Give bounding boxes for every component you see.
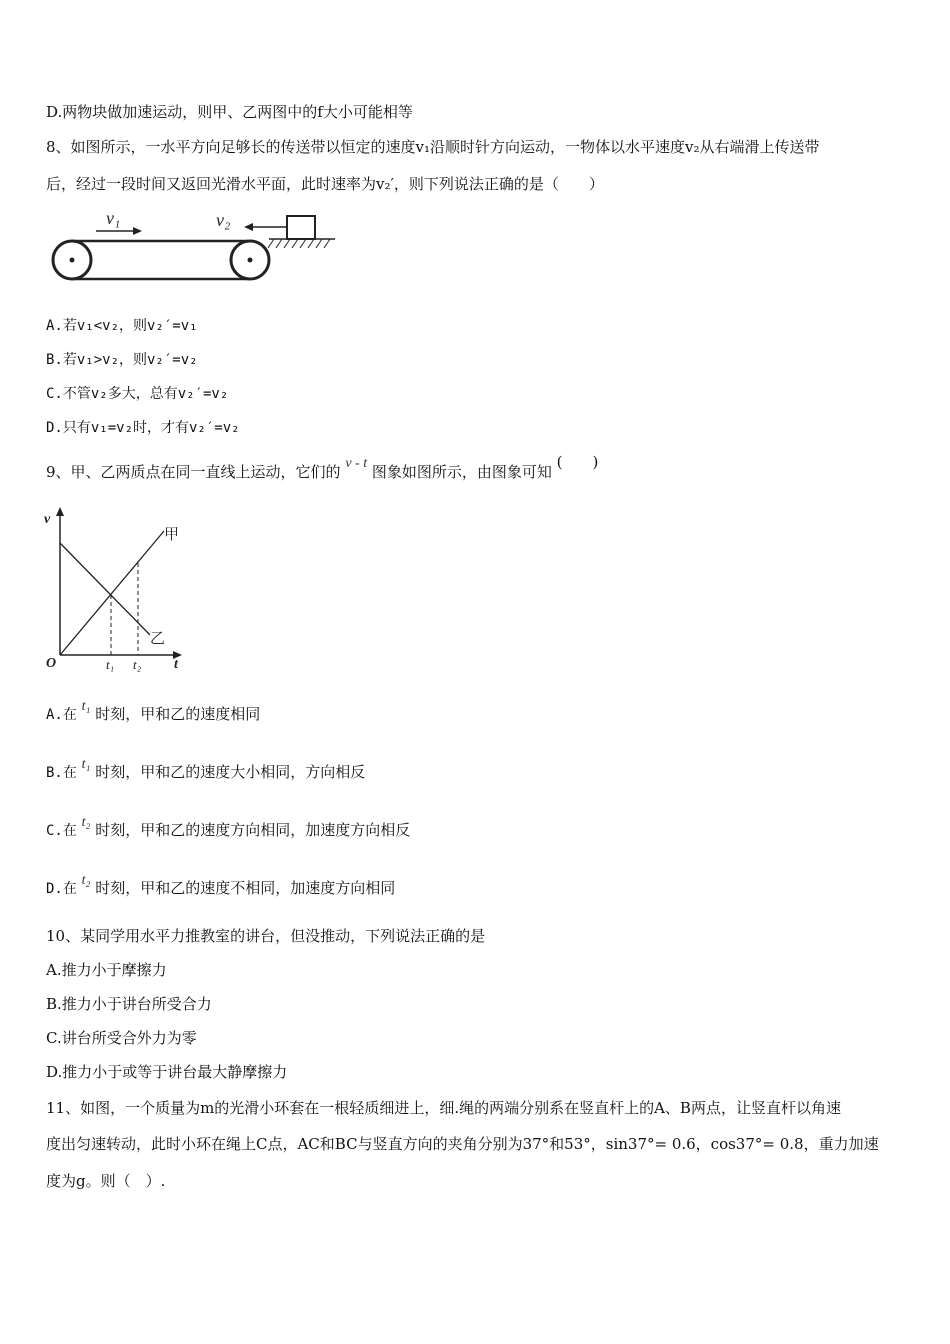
q8-option-c: C.不管v₂多大，总有v₂′=v₂	[46, 386, 229, 402]
q11-stem-line1: 11、如图，一个质量为m的光滑小环套在一根轻质细进上，细.绳的两端分别系在竖直杆上的A、B两点，让竖直杆以角速	[46, 1099, 841, 1117]
q8-conveyor-figure	[46, 200, 346, 290]
origin-label: O	[46, 656, 57, 671]
axis-t-label: t	[174, 657, 178, 672]
q8-stem-line2: 后，经过一段时间又返回光滑水平面，此时速率为v₂′，则下列说法正确的是（ ）	[46, 175, 604, 193]
q9-stem	[46, 453, 599, 484]
v1-label: v₁	[106, 208, 121, 228]
left-pulley-axle	[70, 258, 75, 263]
q9-option-c-text: 时刻，甲和乙的速度方向相同，加速度方向相反	[95, 821, 411, 839]
q9-option-a-prefix: A.在	[46, 707, 77, 723]
line-yi	[60, 543, 150, 635]
block	[287, 216, 315, 239]
q10-stem: 10、某同学用水平力推教室的讲台，但没推动，下列说法正确的是	[46, 927, 486, 945]
q10-option-a: A.推力小于摩擦力	[46, 961, 167, 979]
v2-arrowhead	[244, 223, 253, 231]
platform-hatching	[268, 239, 330, 248]
q9-option-d	[46, 873, 396, 900]
q9-stem-bracket: ( )	[556, 453, 599, 471]
q9-option-b-math: t₁	[81, 757, 91, 772]
q9-option-b-text: 时刻，甲和乙的速度大小相同，方向相反	[95, 763, 366, 781]
q9-option-c-prefix: C.在	[46, 823, 77, 839]
v1-arrowhead	[133, 227, 142, 235]
q10-option-d: D.推力小于或等于讲台最大静摩擦力	[46, 1063, 288, 1081]
q9-option-d-prefix: D.在	[46, 881, 77, 897]
q9-option-a	[46, 699, 261, 726]
q9-option-a-text: 时刻，甲和乙的速度相同	[95, 705, 261, 723]
line-jia	[60, 531, 164, 655]
q11-stem-line2: 度出匀速转动，此时小环在绳上C点，AC和BC与竖直方向的夹角分别为37°和53°，sin37°= 0.6，cos37°= 0.8，重力加速	[46, 1135, 879, 1153]
tick-t1-label: t₁	[106, 657, 115, 672]
q10-option-b: B.推力小于讲台所受合力	[46, 995, 212, 1013]
q7-option-d: D.两物块做加速运动，则甲、乙两图中的f大小可能相等	[46, 103, 413, 121]
q8-option-d: D.只有v₁=v₂时，才有v₂′=v₂	[46, 420, 240, 436]
tick-t2-label: t₂	[133, 657, 142, 672]
q11-stem-line3: 度为g。则（ ）.	[46, 1172, 166, 1190]
right-pulley-axle	[248, 258, 253, 263]
v-axis-arrowhead	[56, 507, 64, 516]
v2-label: v₂	[216, 210, 231, 230]
line-yi-label: 乙	[150, 631, 166, 647]
q8-stem-line1: 8、如图所示，一水平方向足够长的传送带以恒定的速度v₁沿顺时针方向运动，一物体以水平速度v₂从右端滑上传送带	[46, 138, 820, 156]
q8-option-a: A.若v₁<v₂，则v₂′=v₁	[46, 318, 198, 334]
q9-stem-pre: 9、甲、乙两质点在同一直线上运动，它们的	[46, 463, 341, 481]
axis-v-label: v	[44, 512, 51, 527]
q9-stem-post: 图象如图所示，由图象可知	[371, 463, 552, 481]
q8-option-b: B.若v₁>v₂，则v₂′=v₂	[46, 352, 198, 368]
q9-option-a-math: t₁	[81, 699, 91, 714]
q10-option-c: C.讲台所受合外力为零	[46, 1029, 197, 1047]
q9-stem-math: v - t	[345, 456, 368, 471]
q9-option-b	[46, 757, 366, 784]
q9-option-d-text: 时刻，甲和乙的速度不相同，加速度方向相同	[95, 879, 396, 897]
q9-option-b-prefix: B.在	[46, 765, 77, 781]
q9-vt-graph	[40, 503, 200, 673]
q9-option-c	[46, 815, 411, 842]
q9-option-d-math: t₂	[81, 873, 91, 888]
q9-option-c-math: t₂	[81, 815, 91, 830]
line-jia-label: 甲	[164, 527, 180, 543]
